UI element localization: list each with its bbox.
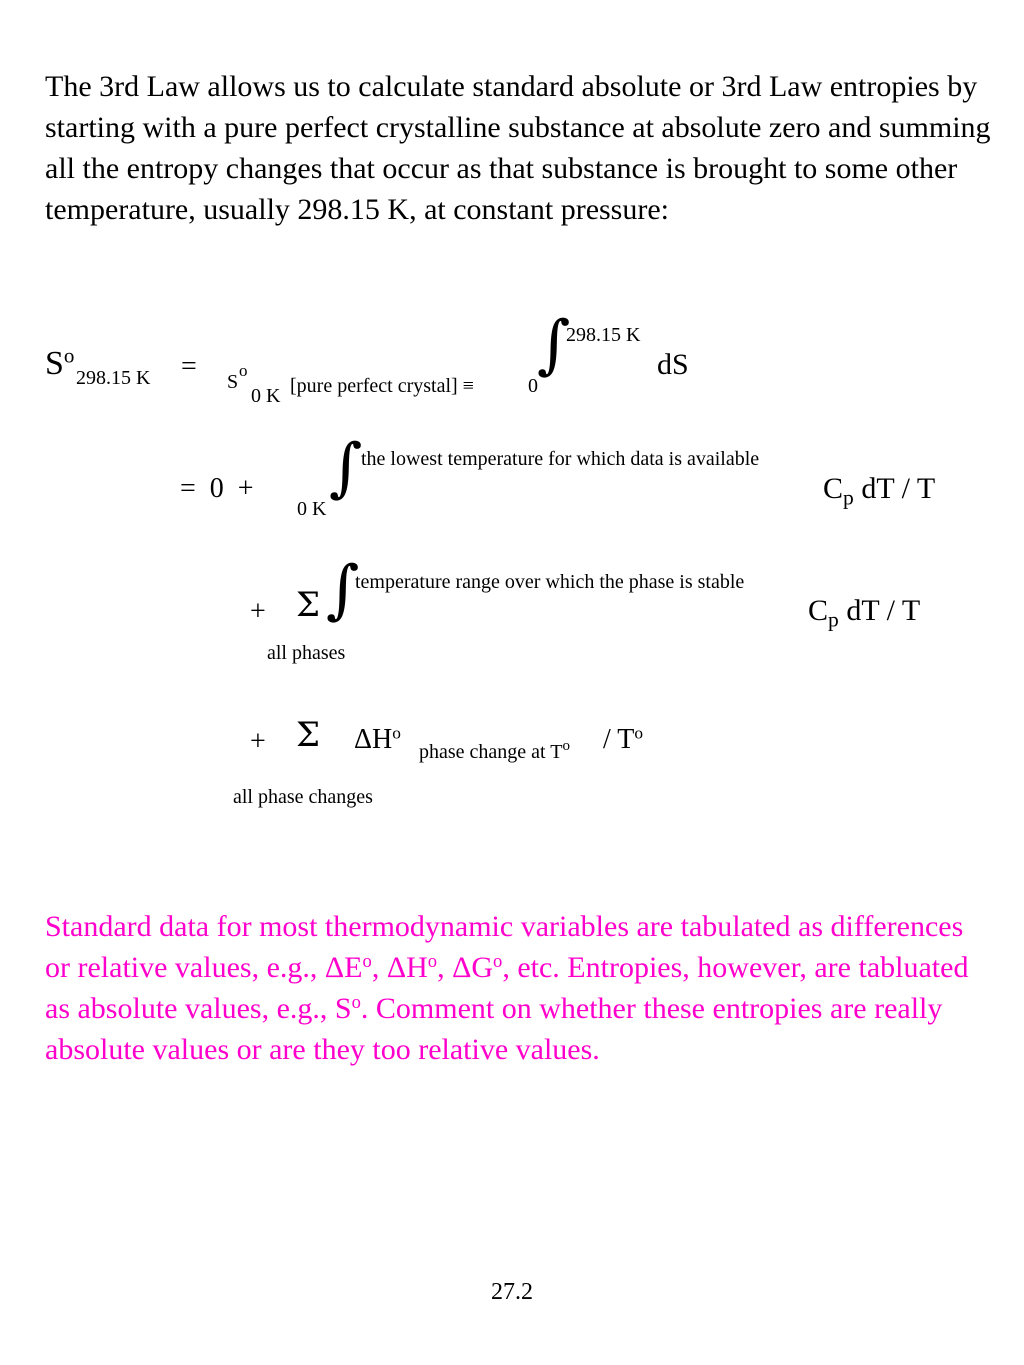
question-paragraph (45, 906, 995, 1070)
cp-symbol: C (823, 472, 844, 505)
delta-h-term (354, 723, 401, 755)
delta-h-sup: o (392, 723, 401, 743)
phase-change-sup: o (562, 737, 570, 754)
sum-under-label-2: all phase changes (233, 786, 373, 808)
lhs-standard-sup: o (63, 343, 75, 368)
integrand-cp-dt-2 (808, 594, 921, 632)
integrand-cp-dt-1 (823, 472, 936, 510)
integral-sign-2: ∫ (329, 431, 363, 505)
integral-sign-1: ∫ (537, 308, 571, 382)
question-sup-2: o (427, 950, 438, 972)
integral-sign-3: ∫ (326, 553, 360, 627)
zero-plus: = 0 + (180, 473, 254, 504)
dt-over-t: dT / T (838, 594, 921, 627)
lhs-subscript: 298.15 K (76, 367, 151, 389)
dt-over-t: dT / T (853, 472, 936, 505)
s0-sup: o (239, 361, 248, 380)
cp-subscript: p (843, 485, 854, 510)
over-temperature (596, 723, 644, 755)
s0-symbol: S (227, 371, 239, 393)
phase-change-label: phase change at T (419, 741, 563, 763)
integral-lower-limit-1: 0 (528, 375, 538, 397)
cp-symbol: C (808, 594, 829, 627)
cp-subscript: p (828, 607, 839, 632)
integral-lower-limit-2: 0 K (297, 498, 327, 520)
question-text-1: Standard data for most thermodynamic variables are tabulated as differences or relative values, e.g., ΔE (45, 910, 964, 984)
question-sup-4: o (351, 991, 361, 1013)
over-t-sup: o (634, 723, 644, 743)
sum-under-label-1: all phases (267, 642, 346, 664)
integral-upper-limit-3: temperature range over which the phase is stable (355, 571, 745, 593)
entropy-298-term (45, 343, 75, 382)
question-sup-3: o (493, 950, 503, 972)
intro-paragraph: The 3rd Law allows us to calculate standard absolute or 3rd Law entropies by starting with a pure perfect crystalline substance at absolute zero and summing all the entropy changes that occur as that substance is brought to some other temperature, usually 298.15 K, at constant pressure: (45, 70, 991, 226)
sigma-symbol-1: Σ (296, 585, 321, 625)
integral-upper-limit-1: 298.15 K (566, 324, 641, 346)
sigma-symbol-2: Σ (296, 715, 321, 755)
lhs-symbol: S (45, 345, 64, 382)
s0-note: [pure perfect crystal] ≡ (290, 375, 474, 397)
plus-sign-3: + (250, 596, 266, 627)
s0-subscript: 0 K (251, 385, 281, 407)
integrand-ds: dS (657, 348, 689, 381)
question-sup-1: o (362, 950, 372, 972)
equals-sign: = (181, 351, 197, 382)
integral-upper-limit-2: the lowest temperature for which data is available (361, 448, 760, 470)
plus-sign-4: + (250, 726, 266, 757)
question-text-3: , ΔG (437, 951, 494, 984)
over-t-label: / T (596, 724, 635, 755)
page-number: 27.2 (491, 1279, 533, 1305)
question-text-4: , etc. Entropies, however, are tabluated as absolute values, e.g., S (45, 951, 969, 1025)
phase-change-subscript (419, 737, 570, 763)
delta-h-symbol: ΔH (354, 724, 393, 755)
question-text-2: , ΔH (371, 951, 428, 984)
question-text-5: . Comment on whether these entropies are really absolute values or are they too relative values. (45, 992, 943, 1066)
